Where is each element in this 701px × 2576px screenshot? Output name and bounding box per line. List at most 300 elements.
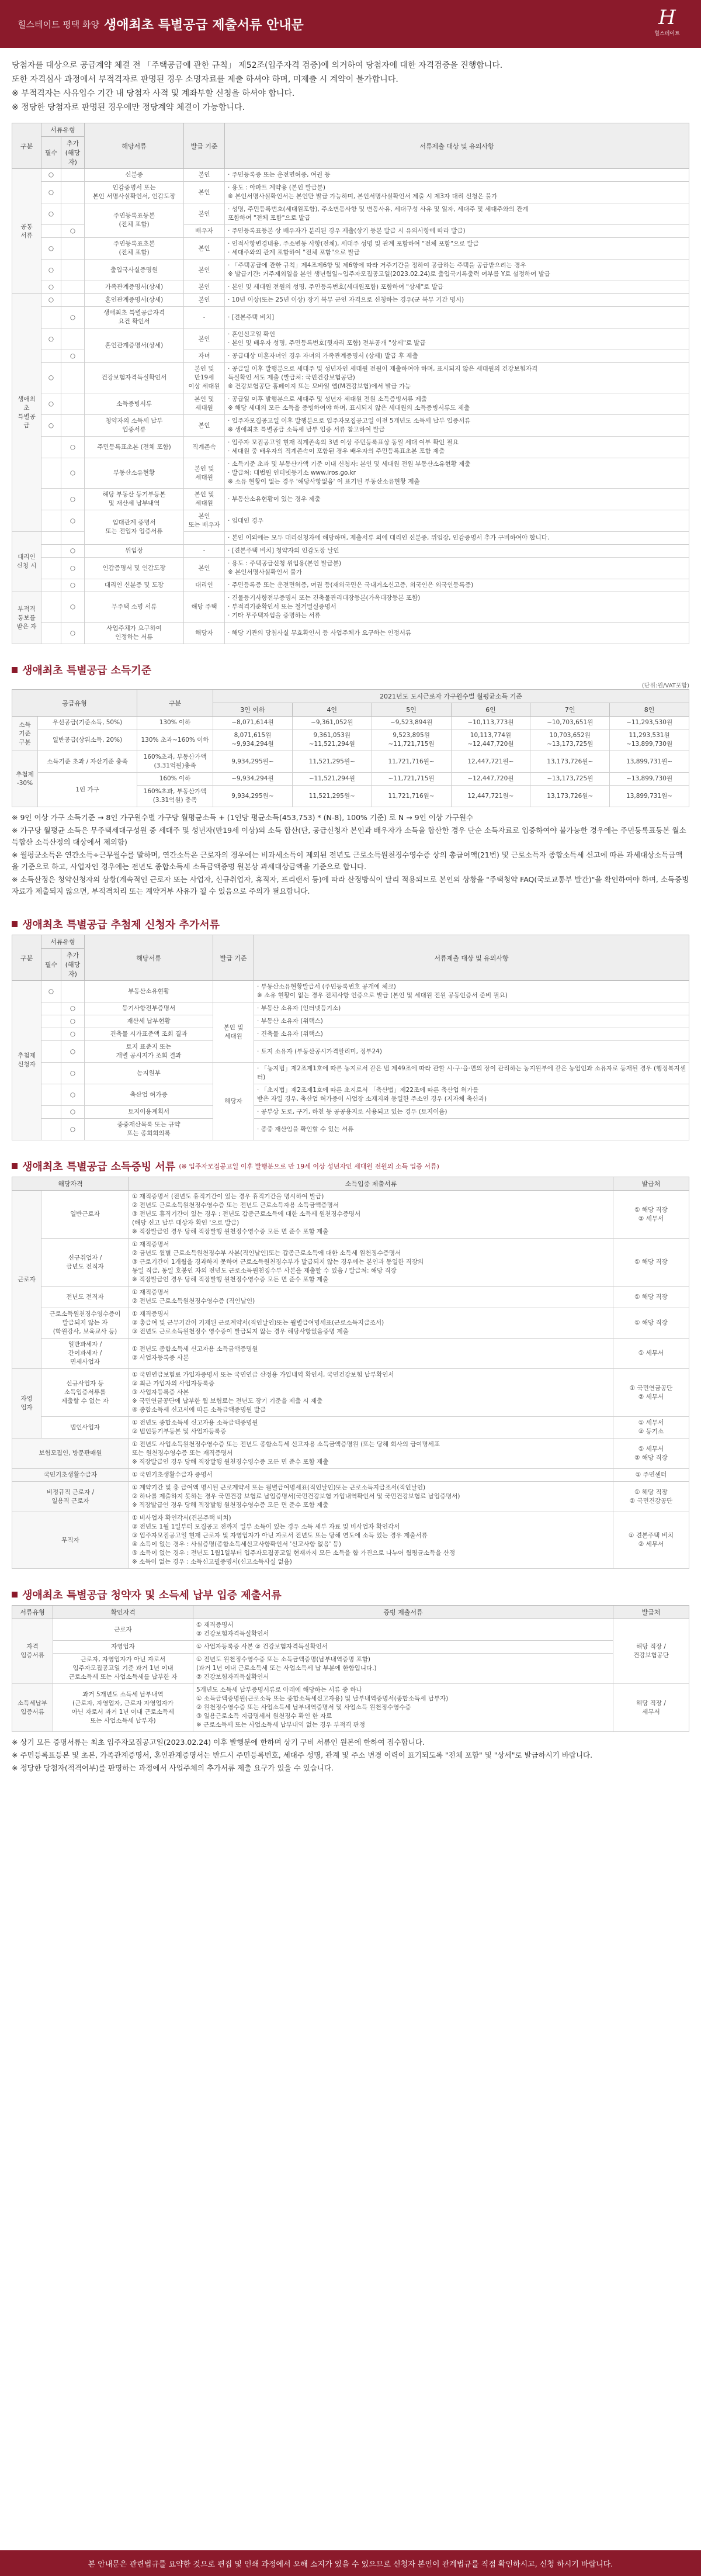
notes: · 용도 : 아파트 계약용 (본인 발급분) ※ 본인서명사실확인서는 본인만 발급 가능하며, 본인서명사실확인서 제출 시 제3자 대리 신청은 불가 xyxy=(225,182,689,203)
issuer: 본인 및 세대원 xyxy=(184,489,225,510)
issuer: ① 해당 직장 ② 세무서 xyxy=(613,1191,689,1239)
qualification: 신규사업자 등 소득입증서류를 제출할 수 없는 자 xyxy=(41,1369,129,1417)
document-name: 주민등록표등본 (전체 포함) xyxy=(85,203,184,238)
income-value: 13,899,731원~ xyxy=(610,751,689,773)
required-mark xyxy=(41,1084,61,1106)
household-size-header: 3인 이하 xyxy=(213,703,293,717)
issuer: 해당 주택 xyxy=(184,592,225,623)
income-value: ~8,071,614원 xyxy=(213,717,293,729)
income-value: 12,447,721원~ xyxy=(451,786,530,807)
extra-mark: ○ xyxy=(61,545,85,558)
notes: · 부동산 소유자 (인터넷등기소) xyxy=(254,1002,689,1015)
table-row xyxy=(12,1002,689,1015)
extra-mark: ○ xyxy=(61,1106,85,1119)
documents: ① 전년도 종합소득세 신고자용 소득금액증명원 ② 법인등기부등본 및 사업자등록증 xyxy=(129,1417,613,1439)
document-name: 주민등록표초본 (전체 포함) xyxy=(85,437,184,458)
income-value: 11,721,716원~ xyxy=(372,786,451,807)
required-mark xyxy=(41,623,61,644)
required-mark: ○ xyxy=(41,238,61,260)
footnote: ※ 월평균소득은 연간소득÷근무월수를 말하며, 연간소득은 근로자의 경우에는 비과세소득이 제외된 전년도 근로소득원천징수영수증 상의 총급여액(21번) 및 근로소득자 종합소득세 신고에 따른 과세대상소득금액을 기준으로 하고, 사업자인 경우에는 전년도 종합소득세 소득금액증명 원본상 과세대상금액을 기준으로 합니다. xyxy=(12,850,683,871)
logo-mark-icon: H xyxy=(658,6,676,29)
document-name: 대리인 신분증 및 도장 xyxy=(85,579,184,592)
table-row xyxy=(12,1417,689,1439)
lottery-documents-table: 구분 서류유형 해당서류 발급 기준 서류제출 대상 및 유의사항 필수 추가 (해당자) 추첨제 신청자 ○ 부동산소유현황 · 부동산소유현황발급서 (주민등록번호 공개에 체크) ※ 소유 현황이 없는 경우 전체사항 인증으로 발급 (본인 및 세대원 전원 공동인증서 준비 필요) ○ 등기사항전부증명서 본인 및 세대원 · 부동산 소유자 (인터넷등기소) ○ 재산세 납부현황 · 부동산 소유자 (위택스) ○ 건축물 시가표준액 조회 결과 · 건축물 소유자 (위택스) ○ 토지 표준지 또는 개별 공시지가 조회 결과 · 토지 소유자 (부동산공시가격알리미, 정부24) ○ 농지원부 해당자 · 「농지법」제2조제1호에 따른 농지로서 같은 법 제49조에 따라 관할 시·구·읍·면의 장이 관리하는 농지원부에 같은 농업인과 소유자로 등재된 경우 (행정복지센터) ○ 축산업 허가증 · 「초지법」제2조제1호에 따른 초지로서 「축산법」제22조에 따른 축산업 허가를 받은 자일 경우, 축산업 허가증이 사업장 소재지와 동일한 주소인 경우 (지자체 축산과) ○ 토지이용계획서 · 공부상 도로, 구거, 하천 등 공공용지로 사용되고 있는 경우 (토지이음) ○ 종중재산목록 또는 규약 또는 종회회의록 · 종중 재산임을 확인할 수 있는 서류 xyxy=(12,935,689,1140)
extra-mark xyxy=(61,329,85,350)
documents: ① 재직증명서 ② 금년도 월별 근로소득원천징수부 사본(직인날인)또는 갑종근로소득에 대한 소득세 원천징수증명서 ③ 근로기간이 1개월을 경과하지 못하여 근로소득원천징수부가 발급되지 않는 경우에는 본인과 동일한 직장의 동일 직급, 동일 호봉인 자의 전년도 근로소득원천징수부 사본을 제출할 수 있음 / 발급처: 해당 직장 ※ 직장발급인 경우 당해 직장발행 원천징수영수증 모든 면 준수 포함 제출 xyxy=(129,1239,613,1287)
page-header xyxy=(0,0,701,48)
documents: ① 재직증명서 ② 전년도 근로소득원천징수영수증 (직인날인) xyxy=(129,1287,613,1308)
income-value: 9,523,895원 ~11,721,715원 xyxy=(372,729,451,751)
extra-mark xyxy=(61,182,85,203)
table-row xyxy=(12,729,689,751)
page-title: 생애최초 특별공급 제출서류 안내문 xyxy=(103,18,304,33)
documents: ① 계약기간 및 총 급여액 명시된 근로계약서 또는 월별급여명세표(직인날인)또는 근로소득지급조서(직인날인) ② 하나를 제출하지 못하는 경우 국민건강 보험료 납입증명서(국민건강보험 가입내역확인서 및 국민건강보험료 납입증명서) ※ 직장발급인 경우 당해 직장발행 원천징수영수증 모든 면 준수 포함 제출 xyxy=(129,1482,613,1512)
page-footer: 본 안내문은 관련법규를 요약한 것으로 편집 및 인쇄 과정에서 오해 소지가 있을 수 있으므로 신청자 본인이 관계법규를 직접 확인하시고, 신청 하시기 바랍니다. xyxy=(0,2550,701,2576)
table-row xyxy=(12,1512,689,1569)
issuer: 본인 및 세대원 xyxy=(213,1002,254,1063)
table-row xyxy=(12,1619,689,1641)
document-name: 사업주체가 요구하여 인정하는 서류 xyxy=(85,623,184,644)
notes: · 입주자모집공고일 이후 발행분으로 입주자모집공고일 이전 5개년도 소득세 납부 입증서류 ※ 생애최초 특별공급 소득세 납부 입증 서류 참고하여 발급 xyxy=(225,415,689,437)
project-name: 힐스테이트 평택 화양 xyxy=(18,19,99,30)
notes: · [견본주택 비치] 청약자의 인감도장 날인 xyxy=(225,545,689,558)
notes: · 임대인 경우 xyxy=(225,510,689,532)
footnote: ※ 상기 모든 증명서류는 최초 입주자모집공고일(2023.02.24) 이후 발행분에 한하며 상기 구비 서류인 원본에 한하여 접수합니다. xyxy=(12,1738,425,1747)
household-size-header: 4인 xyxy=(292,703,372,717)
group-cell: 부적격 통보를 받은 자 xyxy=(12,592,41,644)
document-name: 생애최초 특별공급자격 요건 확인서 xyxy=(85,307,184,329)
required-mark xyxy=(41,225,61,238)
notes: · 주민등록증 또는 운전면허증, 여권 등 xyxy=(225,169,689,182)
notes: · 공부상 도로, 구거, 하천 등 공공용지로 사용되고 있는 경우 (토지이음) xyxy=(254,1106,689,1119)
group-cell: 대리인 신청 시 xyxy=(12,532,41,592)
required-mark xyxy=(41,1015,61,1028)
notes: · 건축물 소유자 (위택스) xyxy=(254,1028,689,1041)
notes: · 종중 재산임을 확인할 수 있는 서류 xyxy=(254,1119,689,1140)
required-mark xyxy=(41,558,61,579)
qualification: 법인사업자 xyxy=(41,1417,129,1439)
documents: ① 전년도 종합소득세 신고자용 소득금액증명원 ② 사업자등록증 사본 xyxy=(129,1339,613,1369)
documents: ① 사업자등록증 사본 ② 건강보험자격득실확인서 xyxy=(193,1641,613,1654)
issuer: 해당 직장 / 건강보험공단 xyxy=(613,1619,689,1684)
notes: · 본인 이외에는 모두 대리신청자에 해당하며, 제출서류 외에 대리인 신분증, 위임장, 인감증명서 추가 구비하여야 합니다. xyxy=(225,532,689,545)
income-value: 11,721,716원~ xyxy=(372,751,451,773)
extra-mark xyxy=(61,294,85,307)
income-value: ~9,934,294원 xyxy=(213,773,293,786)
extra-mark xyxy=(61,238,85,260)
document-name: 주민등록표초본 (전체 포함) xyxy=(85,238,184,260)
income-value: ~10,703,651원 xyxy=(530,717,610,729)
issuer: ① 해당 직장 xyxy=(613,1308,689,1339)
notes: · 공급일 이후 발행분으로 세대주 및 성년자 세대원 전원 소득증빙서류 제출 ※ 해당 세대의 모든 소득을 증빙하여야 하며, 표시되지 않은 세대원의 소득증빙서류도 제출 xyxy=(225,393,689,415)
documents: ① 국민기초생활수급자 증명서 xyxy=(129,1469,613,1482)
issuer: ① 해당 직장 xyxy=(613,1287,689,1308)
qualification: 전년도 전직자 xyxy=(41,1287,129,1308)
income-value: ~9,523,894원 xyxy=(372,717,451,729)
income-value: 10,703,652원 ~13,173,725원 xyxy=(530,729,610,751)
required-mark xyxy=(41,1063,61,1084)
issuer: ① 주민센터 xyxy=(613,1469,689,1482)
table-row xyxy=(12,1028,689,1041)
document-name: 축산업 허가증 xyxy=(85,1084,213,1106)
extra-mark: ○ xyxy=(61,579,85,592)
table-row xyxy=(12,437,689,458)
table-row xyxy=(12,545,689,558)
required-mark xyxy=(41,307,61,329)
criteria: 160%초과, 부동산가액 (3.31억원)충족 xyxy=(137,751,213,773)
income-value: 12,447,721원~ xyxy=(451,751,530,773)
document-name: 혼인관계증명서(상세) xyxy=(85,294,184,307)
document-name: 신분증 xyxy=(85,169,184,182)
extra-mark: ○ xyxy=(61,225,85,238)
notes: · 인적사항변경내용, 주소변동 사항(전체), 세대주 성명 및 관계 포함하여 "전체 포함"으로 발급 · 세대주와의 관계 포함하여 "전체 포함"으로 발급 xyxy=(225,238,689,260)
table-row xyxy=(12,182,689,203)
extra-mark: ○ xyxy=(61,1015,85,1028)
documents: 5개년도 소득세 납부증명서류로 아래에 해당하는 서류 중 하나 ① 소득금액증명원(근로소득 또는 종합소득세신고자용) 및 납부내역증명서(종합소득세 납부자) ② 원천징수영수증 또는 사업소득세 납부내역증명서 및 사업소득 원천징수영수증 ③ 일용근로소득 지급명세서 원천징수 확인 한 자료 ※ 근로소득세 또는 사업소득세 납부내역 없는 경우 부적격 판정 xyxy=(193,1684,613,1732)
extra-mark: ○ xyxy=(61,350,85,363)
issuer: ① 해당 직장 ② 국민건강공단 xyxy=(613,1482,689,1512)
notes: · 혼인신고일 확인 · 본인 및 배우자 성명, 주민등록번호(뒷자리 포함) 전부공개 "상세"로 발급 xyxy=(225,329,689,350)
document-name: 임대관계 증명서 또는 전입자 입증서류 xyxy=(85,510,184,545)
required-mark xyxy=(41,437,61,458)
qualification: 일반과세자 / 간이과세자 / 면세사업자 xyxy=(41,1339,129,1369)
required-mark xyxy=(41,1002,61,1015)
document-name: 청약자의 소득세 납부 입증서류 xyxy=(85,415,184,437)
required-mark: ○ xyxy=(41,363,61,393)
extra-mark: ○ xyxy=(61,1041,85,1063)
document-name: 재산세 납부현황 xyxy=(85,1015,213,1028)
issuer xyxy=(184,532,225,545)
extra-mark: ○ xyxy=(61,623,85,644)
group-cell: 생애최초 특별공급 xyxy=(12,294,41,532)
group-cell: 추첨제 -30% xyxy=(12,751,38,807)
extra-mark: ○ xyxy=(61,558,85,579)
notes: · [견본주택 비치] xyxy=(225,307,689,329)
required-mark xyxy=(41,510,61,532)
household-size-header: 7인 xyxy=(530,703,610,717)
required-mark: ○ xyxy=(41,393,61,415)
extra-mark: ○ xyxy=(61,1002,85,1015)
document-name: 위임장 xyxy=(85,545,184,558)
required-mark xyxy=(41,579,61,592)
table-row xyxy=(12,1015,689,1028)
required-mark: ○ xyxy=(41,329,61,350)
extra-mark xyxy=(61,169,85,182)
income-docs-title: 생애최초 특별공급 소득증빙 서류 (※ 입주자모집공고일 이후 발행분으로 만 19세 이상 성년자인 세대원 전원의 소득 입증 서류) xyxy=(0,1156,701,1177)
income-value: 9,361,053원 ~11,521,294원 xyxy=(292,729,372,751)
table-row xyxy=(12,1654,689,1684)
qualification: 보험모집인, 방문판매원 xyxy=(12,1439,129,1469)
table-row xyxy=(12,1339,689,1369)
issuer: 대리인 xyxy=(184,579,225,592)
income-value: 13,899,731원~ xyxy=(610,786,689,807)
notes: · 공급대상 미혼자녀인 경우 자녀의 가족관계증명서 (상세) 발급 후 제출 xyxy=(225,350,689,363)
extra-mark xyxy=(61,981,85,1002)
income-docs-table: 해당자격 소득입증 제출서류 발급처 근로자 일반근로자 ① 재직증명서 (전년도 휴직기간이 있는 경우 휴직기간을 명시하여 발급) ② 전년도 근로소득원천징수영수증 또는 전년도 근로소득자용 소득금액증명서 ③ 전년도 휴직기간이 있는 경우 : 전년도 갑종근로소득에 대한 소득세 원천징수증명서 (해당 신고 납부 대상자 확인 '으로 발급) ※ 직장발급인 경우 당해 직장발행 원천징수영수증 모든 면 준수 포함 제출 ① 해당 직장 ② 세무서 신규취업자 / 금년도 전직자 ① 재직증명서 ② 금년도 월별 근로소득원천징수부 사본(직인날인)또는 갑종근로소득에 대한 소득세 원천징수증명서 ③ 근로기간이 1개월을 경과하지 못하여 근로소득원천징수부가 발급되지 않는 경우에는 본인과 동일한 직장의 동일 직급, 동일 호봉인 자의 전년도 근로소득원천징수부 사본을 제출할 수 있음 / 발급처: 해당 직장 ※ 직장발급인 경우 당해 직장발행 원천징수영수증 모든 면 준수 포함 제출 ① 해당 직장 전년도 전직자 ① 재직증명서 ② 전년도 근로소득원천징수영수증 (직인날인) ① 해당 직장 근로소득원천징수영수증이 발급되지 않는 자 (학원강사, 보육교사 등) ① 재직증명서 ② 총급여 및 근무기간이 기재된 근로계약서(직인날인)또는 월별급여명세표(근로소득지급조서) ③ 전년도 근로소득원천징수 영수증이 발급되지 않는 경우 해당사항없음증명 제출 ① 해당 직장 일반과세자 / 간이과세자 / 면세사업자 ① 전년도 종합소득세 신고자용 소득금액증명원 ② 사업자등록증 사본 ① 세무서 자영 업자 신규사업자 등 소득입증서류를 제출할 수 없는 자 ① 국민연금보험료 가입자증명서 또는 국민연금 산정용 가입내역 확인서, 국민건강보험 납부확인서 ② 최근 가입자의 사업자등록증 ③ 사업자등록증 사본 ※ 국민연금공단에 납부한 월 보험료는 전년도 장기 기준을 제출 시 제출 ④ 종합소득세 신고서에 따른 소득금액증명원 발급 ① 국민연금공단 ② 세무서 법인사업자 ① 전년도 종합소득세 신고자용 소득금액증명원 ② 법인등기부등본 및 사업자등록증 ① 세무서 ② 등기소 보험모집인, 방문판매원 ① 전년도 사업소득원천징수영수증 또는 전년도 종합소득세 신고자용 소득금액증명원 (또는 당해 회사의 급여명세표 또는 원천징수영수증 또는 재직증명서 ※ 직장발급인 경우 당해 직장발행 원천징수영수증 모든 면 준수 포함 제출 ① 세무서 ② 해당 직장 국민기초생활수급자 ① 국민기초생활수급자 증명서 ① 주민센터 비정규직 근로자 / 일용직 근로자 ① 계약기간 및 총 급여액 명시된 근로계약서 또는 월별급여명세표(직인날인)또는 근로소득지급조서(직인날인) ② 하나를 제출하지 못하는 경우 국민건강 보험료 납입증명서(국민건강보험 가입내역확인서 및 국민건강보험료 납입증명서) ※ 직장발급인 경우 당해 직장발행 원천징수영수증 모든 면 준수 포함 제출 ① 해당 직장 ② 국민건강공단 무직자 ① 비사업자 확인각서(견본주택 비치) ② 전년도 1월 1일부터 모집공고 전까지 일부 소득이 있는 경우 소득 세부 자료 및 비사업자 확인각서 ③ 입주자모집공고일 현재 근로자 및 자영업자가 아닌 자로서 전년도 또는 당해 연도에 소득 있는 경우 제출서류 ④ 소득이 없는 경우 : 사실증명(종합소득세신고사항확인서 '신고사항 없음' 등) ⑤ 소득이 없는 경우 : 전년도 1월1일부터 입주자모집공고일 현재까지 모든 소득을 합 가진으로 나누어 월평균소득을 산정 ※ 소득이 없는 경우 : 소득신고필증명서(신고소득사실 없음) ① 견본주택 비치 ② 세무서 xyxy=(12,1177,689,1569)
document-name: 토지 표준지 또는 개별 공시지가 조회 결과 xyxy=(85,1041,213,1063)
table-row xyxy=(12,1239,689,1287)
tax-docs-title: 생애최초 특별공급 청약자 및 소득세 납부 입증 제출서류 xyxy=(0,1584,701,1605)
issuer: 본인 및 만19세 이상 세대원 xyxy=(184,363,225,393)
intro-text: 당첨자를 대상으로 공급계약 체결 전 「주택공급에 관한 규칙」 제52조(입주자격 검증)에 의거하여 당첨자에 대한 자격검증을 진행합니다. 또한 자격심사 과정에서 부적격자로 판명된 경우 소명자료를 제출 하셔야 하며, 미제출 시 계약이 불가합니다. ※ 부적격자는 사유입수 기간 내 당첨자 사적 및 계좌부할 신청을 하셔야 합니다. ※ 정당한 당첨자로 판명된 경우에만 정당계약 체결이 가능합니다. xyxy=(12,61,503,112)
group-cell: 자영 업자 xyxy=(12,1369,41,1439)
extra-mark xyxy=(61,281,85,294)
table-row xyxy=(12,1308,689,1339)
criteria: 130% 초과~160% 이하 xyxy=(137,729,213,751)
required-mark: ○ xyxy=(41,281,61,294)
required-mark: ○ xyxy=(41,203,61,225)
document-name: 부동산소유현황 xyxy=(85,458,184,489)
table-row xyxy=(12,592,689,623)
issuer: 본인 xyxy=(184,203,225,225)
supply-type: 우선공급(기준소득, 50%) xyxy=(38,717,137,729)
income-value: 13,173,726원~ xyxy=(530,751,610,773)
extra-mark xyxy=(61,363,85,393)
group-cell: 소득 기준 구분 xyxy=(12,717,38,751)
issuer xyxy=(213,981,254,1002)
qualification: 일반근로자 xyxy=(41,1191,129,1239)
documents: ① 국민연금보험료 가입자증명서 또는 국민연금 산정용 가입내역 확인서, 국민건강보험 납부확인서 ② 최근 가입자의 사업자등록증 ③ 사업자등록증 사본 ※ 국민연금공단에 납부한 월 보험료는 전년도 장기 기준을 제출 시 제출 ④ 종합소득세 신고서에 따른 소득금액증명원 발급 xyxy=(129,1369,613,1417)
notes: · 해당 기관의 당첨사실 무효확인서 등 사업주체가 요구하는 인정서류 xyxy=(225,623,689,644)
document-name: 소득증빙서류 xyxy=(85,393,184,415)
issuer: 본인 및 세대원 xyxy=(184,393,225,415)
required-mark xyxy=(41,1041,61,1063)
extra-mark: ○ xyxy=(61,1063,85,1084)
table-row xyxy=(12,579,689,592)
table-row xyxy=(12,393,689,415)
issuer: 해당자 xyxy=(184,623,225,644)
issuer: 본인 xyxy=(184,281,225,294)
required-mark xyxy=(41,1028,61,1041)
qualification: 국민기초생활수급자 xyxy=(12,1469,129,1482)
extra-mark xyxy=(61,532,85,545)
notes: · 「주택공급에 관한 규칙」제4조제6항 및 제6항에 따라 거주기간을 정하여 공급하는 주택을 공급받으려는 경우 ※ 발급기간: 거주제외일을 본인 생년월일~입주자모집공고일(2023.02.24)로 출입국기록출력 여부를 Y로 설정하여 발급 xyxy=(225,260,689,281)
document-name: 출입국사실증명원 xyxy=(85,260,184,281)
income-standard-title: 생애최초 특별공급 소득기준 xyxy=(0,659,701,680)
document-name: 토지이용계획서 xyxy=(85,1106,213,1119)
issuer: ① 국민연금공단 ② 세무서 xyxy=(613,1369,689,1417)
group-cell: 근로자 xyxy=(12,1191,41,1369)
notes: · 건물등기사항전부증명서 또는 건축물관리대장등본(가옥대장등본 포함) · 부적격기준확인서 또는 철거멸실증명서 · 기타 무주택자임을 증명하는 서류 xyxy=(225,592,689,623)
supply-type: 소득기준 초과 / 자산기준 충족 xyxy=(38,751,137,773)
footnote: ※ 9인 이상 가구 소득기준 → 8인 가구원수별 가구당 월평균소득 + (1인당 평균소득(453,753) * (N-8), 100% 기준) 로 N → 9인 이상 가구원수 xyxy=(12,813,474,822)
extra-mark: ○ xyxy=(61,1084,85,1106)
document-name: 인감증명서 또는 본인 서명사실확인서, 인감도장 xyxy=(85,182,184,203)
issuer: 본인 xyxy=(184,415,225,437)
extra-mark: ○ xyxy=(61,510,85,532)
required-mark xyxy=(41,350,61,363)
notes: · 주민등록표등본 상 배우자가 분리된 경우 제출(상기 등본 발급 시 유의사항에 따라 발급) xyxy=(225,225,689,238)
income-standard-table: 공급유형 구분 2021년도 도시근로자 가구원수별 월평균소득 기준 3인 이하 4인 5인 6인 7인 8인 소득 기준 구분 우선공급(기준소득, 50%) 130% 이하 ~8,071,614원 ~9,361,052원 ~9,523,894원 ~10,113,773원 ~10,703,651원 ~11,293,530원 일반공급(상위소득, 20%) 130% 초과~160% 이하 8,071,615원 ~9,934,294원 9,361,053원 ~11,521,294원 9,523,895원 ~11,721,715원 10,113,774원 ~12,447,720원 10,703,652원 ~13,173,725원 11,293,531원 ~13,899,730원 추첨제 -30% 소득기준 초과 / 자산기준 충족 160%초과, 부동산가액 (3.31억원)충족 9,934,295원~ 11,521,295원~ 11,721,716원~ 12,447,721원~ 13,173,726원~ 13,899,731원~ 1인 가구 160% 이하 ~9,934,294원 ~11,521,294원 ~11,721,715원 ~12,447,720원 ~13,173,725원 ~13,899,730원 160%초과, 부동산가액 (3.31억원) 충족 9,934,295원~ 11,521,295원~ 11,721,716원~ 12,447,721원~ 13,173,726원~ 13,899,731원~ xyxy=(12,689,689,807)
document-name: 가족관계증명서(상세) xyxy=(85,281,184,294)
required-mark xyxy=(41,489,61,510)
group-cell: 소득세납부 입증서류 xyxy=(12,1684,53,1732)
required-mark: ○ xyxy=(41,169,61,182)
household-size-header: 5인 xyxy=(372,703,451,717)
table-row xyxy=(12,1684,689,1732)
extra-mark: ○ xyxy=(61,437,85,458)
required-mark: ○ xyxy=(41,294,61,307)
table-row xyxy=(12,1287,689,1308)
document-name: 등기사항전부증명서 xyxy=(85,1002,213,1015)
notes: · 부동산소유현황이 있는 경우 제출 xyxy=(225,489,689,510)
issuer: ① 견본주택 비치 ② 세무서 xyxy=(613,1512,689,1569)
table-row xyxy=(12,169,689,182)
notes: · 공급일 이후 발행분으로 세대주 및 성년자인 세대원 전원이 제출하여야 하며, 표시되지 않은 세대원의 건강보험자격 득실확인 서도 제출 (발급처: 국민건강보험공단) ※ 건강보험공단 홈페이지 또는 모바일 앱(M건강보험)에서 발급 가능 xyxy=(225,363,689,393)
criteria: 160%초과, 부동산가액 (3.31억원) 충족 xyxy=(137,786,213,807)
income-value: 9,934,295원~ xyxy=(213,751,293,773)
group-cell: 추첨제 신청자 xyxy=(12,981,41,1140)
footnote: ※ 정당한 당첨자(적격여부)를 판명하는 과정에서 사업주체의 추가서류 제출 요구가 있을 수 있습니다. xyxy=(12,1764,334,1772)
tax-notes xyxy=(0,1732,701,1779)
footnote: ※ 주민등록표등본 및 초본, 가족관계증명서, 혼인관계증명서는 반드시 주민등록번호, 세대주 성명, 관계 및 주소 변경 이력이 표기되도록 "전체 포함" 및 "상세"로 발급하시기 바랍니다. xyxy=(12,1751,593,1759)
document-name: 무주택 소명 서류 xyxy=(85,592,184,623)
required-mark: ○ xyxy=(41,182,61,203)
group-cell: 자격 입증서류 xyxy=(12,1619,53,1684)
income-notes xyxy=(0,807,701,902)
required-mark xyxy=(41,1119,61,1140)
notes: · 입주자 모집공고일 현재 직계존속의 3년 이상 주민등록표상 동일 세대 여부 확인 필요 · 세대원 중 배우자의 직계존속이 포함된 경우 배우자의 주민등록표초본 포함 제출 xyxy=(225,437,689,458)
income-value: 8,071,615원 ~9,934,294원 xyxy=(213,729,293,751)
table-row xyxy=(12,307,689,329)
table-row xyxy=(12,294,689,307)
income-value: ~11,293,530원 xyxy=(610,717,689,729)
documents: ① 전년도 원천징수영수증 또는 소득금액증명(납부내역증명 포함) (과거 1년 이내 근로소득세 또는 사업소득세 납 부분에 한함입니다.) ② 건강보험자격득실확인서 xyxy=(193,1654,613,1684)
qualification: 근로자 xyxy=(53,1619,193,1641)
group-cell: 공통 서류 xyxy=(12,169,41,294)
qualification: 무직자 xyxy=(12,1512,129,1569)
supply-type: 일반공급(상위소득, 20%) xyxy=(38,729,137,751)
notes: · 부동산 소유자 (위택스) xyxy=(254,1015,689,1028)
required-mark xyxy=(41,1106,61,1119)
extra-mark xyxy=(61,415,85,437)
table-row xyxy=(12,773,689,786)
table-row xyxy=(12,238,689,260)
notes: · 「초지법」제2조제1호에 따른 초지로서 「축산법」제22조에 따른 축산업 허가를 받은 자일 경우, 축산업 허가증이 사업장 소재지와 동일한 주소인 경우 (지자체 축산과) xyxy=(254,1084,689,1106)
table-row xyxy=(12,981,689,1002)
issuer: ① 세무서 ② 해당 직장 xyxy=(613,1439,689,1469)
required-mark: ○ xyxy=(41,260,61,281)
issuer: 본인 xyxy=(184,182,225,203)
income-value: 13,173,726원~ xyxy=(530,786,610,807)
household-size-header: 8인 xyxy=(610,703,689,717)
document-name: 농지원부 xyxy=(85,1063,213,1084)
document-name: 건축물 시가표준액 조회 결과 xyxy=(85,1028,213,1041)
notes: · 10년 이상(또는 25년 이상) 장기 복무 군인 자격으로 신청하는 경우(군 복무 기간 명시) xyxy=(225,294,689,307)
issuer: 본인 xyxy=(184,260,225,281)
issuer: 해당자 xyxy=(213,1063,254,1140)
income-value: ~12,447,720원 xyxy=(451,773,530,786)
issuer: 본인 xyxy=(184,329,225,350)
notes: · 용도 : 주택공급신청 위임용(본인 발급분) ※ 본인서명사실확인서 불가 xyxy=(225,558,689,579)
documents: ① 재직증명서 ② 건강보험자격득실확인서 xyxy=(193,1619,613,1641)
notes: · 토지 소유자 (부동산공시가격알리미, 정부24) xyxy=(254,1041,689,1063)
issuer: 직계존속 xyxy=(184,437,225,458)
required-mark: ○ xyxy=(41,981,61,1002)
qualification: 근로소득원천징수영수증이 발급되지 않는 자 (학원강사, 보육교사 등) xyxy=(41,1308,129,1339)
table-row xyxy=(12,458,689,489)
table-row xyxy=(12,1084,689,1106)
table-row xyxy=(12,1469,689,1482)
table-row xyxy=(12,329,689,350)
income-value: ~13,173,725원 xyxy=(530,773,610,786)
issuer: 본인 및 세대원 xyxy=(184,458,225,489)
issuer: 본인 xyxy=(184,169,225,182)
extra-mark xyxy=(61,203,85,225)
household-size-header: 6인 xyxy=(451,703,530,717)
extra-mark: ○ xyxy=(61,458,85,489)
issuer: 본인 또는 배우자 xyxy=(184,510,225,532)
notes: · 「농지법」제2조제1호에 따른 농지로서 같은 법 제49조에 따라 관할 시·구·읍·면의 장이 관리하는 농지원부에 같은 농업인과 소유자로 등재된 경우 (행정복지센터) xyxy=(254,1063,689,1084)
income-value: 10,113,774원 ~12,447,720원 xyxy=(451,729,530,751)
issuer: ① 세무서 xyxy=(613,1339,689,1369)
income-value: ~13,899,730원 xyxy=(610,773,689,786)
table-row xyxy=(12,203,689,225)
notes: · 소득기준 초과 및 부동산가액 기준 이내 신청자: 본인 및 세대원 전원 부동산소유현황 제출 · 발급처: 대법원 인터넷등기소 www.iros.go.kr ※ 소유 현황이 없는 경우 '해당사항없음' 이 표기된 부동산소유현황 제출 xyxy=(225,458,689,489)
issuer: 배우자 xyxy=(184,225,225,238)
table-row xyxy=(12,510,689,532)
document-name: 부동산소유현황 xyxy=(85,981,213,1002)
issuer: - xyxy=(184,307,225,329)
extra-mark: ○ xyxy=(61,307,85,329)
notes: · 부동산소유현황발급서 (주민등록번호 공개에 체크) ※ 소유 현황이 없는 경우 전체사항 인증으로 발급 (본인 및 세대원 전원 공동인증서 준비 필요) xyxy=(254,981,689,1002)
qualification: 자영업자 xyxy=(53,1641,193,1654)
supply-type: 1인 가구 xyxy=(38,773,137,807)
table-row xyxy=(12,415,689,437)
income-value: ~11,521,294원 xyxy=(292,773,372,786)
extra-mark xyxy=(61,393,85,415)
qualification: 신규취업자 / 금년도 전직자 xyxy=(41,1239,129,1287)
brand-logo: H 힐스테이트 xyxy=(650,6,685,41)
qualification: 근로자, 자영업자가 아닌 자로서 입주자모집공고일 기준 과거 1년 이내 근로소득세 또는 사업소득세를 납부한 자 xyxy=(53,1654,193,1684)
document-name: 인감증명서 및 인감도장 xyxy=(85,558,184,579)
document-name: 종중재산목록 또는 규약 또는 종회회의록 xyxy=(85,1119,213,1140)
table-row xyxy=(12,1439,689,1469)
table-row xyxy=(12,717,689,729)
required-mark: ○ xyxy=(41,415,61,437)
issuer: 본인 xyxy=(184,294,225,307)
document-name: 해당 부동산 등기부등본 및 재산세 납부내역 xyxy=(85,489,184,510)
document-name: 혼인관계증명서(상세) xyxy=(85,329,184,363)
footnote: ※ 가구당 월평균 소득은 무주택세대구성원 중 세대주 및 성년자(만19세 이상)의 소득 합산(단, 공급신청자 본인과 배우자가 소득을 합산한 경우 단순 소득자료로 입증하여야 불가능한 경우에는 주민등록표등본 월소득합산 소득산정의 대상에서 제외함) xyxy=(12,826,686,846)
footnote: ※ 소득산정은 청약신청자의 상황(계속적인 근로자 또는 사업자, 신규취업자, 휴직자, 프리랜서 등)에 따라 산정방식이 달리 적용되므로 본인의 상황을 "주택청약 FAQ(국토교통부 발간)"을 확인하여야 하며, 소득증빙자료가 제출되지 않으면, 부적격처리 또는 계약거부 사유가 될 수 있음으로 주의가 필요합니다. xyxy=(12,875,689,895)
required-mark xyxy=(41,532,61,545)
documents: ① 전년도 사업소득원천징수영수증 또는 전년도 종합소득세 신고자용 소득금액증명원 (또는 당해 회사의 급여명세표 또는 원천징수영수증 또는 재직증명서 ※ 직장발급인 경우 당해 직장발행 원천징수영수증 모든 면 준수 포함 제출 xyxy=(129,1439,613,1469)
criteria: 130% 이하 xyxy=(137,717,213,729)
required-mark xyxy=(41,458,61,489)
issuer: 자녀 xyxy=(184,350,225,363)
notes: · 성명, 주민등록번호(세대원포함), 주소변동사항 및 변동사유, 세대구성 사유 및 일자, 세대주 및 세대주와의 관계 포함하여 "전체 포함"으로 발급 xyxy=(225,203,689,225)
lottery-title: 생애최초 특별공급 추첨제 신청자 추가서류 xyxy=(0,914,701,935)
tax-docs-table: 서류유형 확인자격 증빙 제출서류 발급처 자격 입증서류 근로자 ① 재직증명서 ② 건강보험자격득실확인서 해당 직장 / 건강보험공단 자영업자 ① 사업자등록증 사본 ② 건강보험자격득실확인서 근로자, 자영업자가 아닌 자로서 입주자모집공고일 기준 과거 1년 이내 근로소득세 또는 사업소득세를 납부한 자 ① 전년도 원천징수영수증 또는 소득금액증명(납부내역증명 포함) (과거 1년 이내 근로소득세 또는 사업소득세 납 부분에 한함입니다.) ② 건강보험자격득실확인서 소득세납부 입증서류 과거 5개년도 소득세 납부내역 (근로자, 자영업자, 근로자 자영업자가 아닌 자로서 과거 1년 이내 근로소득세 또는 사업소득세 납부자) 5개년도 소득세 납부증명서류로 아래에 해당하는 서류 중 하나 ① 소득금액증명원(근로소득 또는 종합소득세신고자용) 및 납부내역증명서(종합소득세 납부자) ② 원천징수영수증 또는 사업소득세 납부내역증명서 및 사업소득 원천징수영수증 ③ 일용근로소득 지급명세서 원천징수 확인 한 자료 ※ 근로소득세 또는 사업소득세 납부내역 없는 경우 부적격 판정 해당 직장 / 세무서 xyxy=(12,1605,689,1732)
income-value: ~9,361,052원 xyxy=(292,717,372,729)
criteria: 160% 이하 xyxy=(137,773,213,786)
table-row xyxy=(12,1191,689,1239)
table-row xyxy=(12,363,689,393)
documents: ① 비사업자 확인각서(견본주택 비치) ② 전년도 1월 1일부터 모집공고 전까지 일부 소득이 있는 경우 소득 세부 자료 및 비사업자 확인각서 ③ 입주자모집공고일 현재 근로자 및 자영업자가 아닌 자로서 전년도 또는 당해 연도에 소득 있는 경우 제출서류 ④ 소득이 없는 경우 : 사실증명(종합소득세신고사항확인서 '신고사항 없음' 등) ⑤ 소득이 없는 경우 : 전년도 1월1일부터 입주자모집공고일 현재까지 모든 소득을 합 가진으로 나누어 월평균소득을 산정 ※ 소득이 없는 경우 : 소득신고필증명서(신고소득사실 없음) xyxy=(129,1512,613,1569)
required-mark xyxy=(41,545,61,558)
extra-mark xyxy=(61,260,85,281)
required-mark xyxy=(41,592,61,623)
table-row xyxy=(12,489,689,510)
table-row xyxy=(12,1041,689,1063)
issuer: - xyxy=(184,545,225,558)
income-value: 11,293,531원 ~13,899,730원 xyxy=(610,729,689,751)
notes: · 본인 및 세대원 전원의 성명, 주민등록번호(세대원포함) 포함하여 "상세"로 발급 xyxy=(225,281,689,294)
issuer: 해당 직장 / 세무서 xyxy=(613,1684,689,1732)
documents: ① 재직증명서 (전년도 휴직기간이 있는 경우 휴직기간을 명시하여 발급) ② 전년도 근로소득원천징수영수증 또는 전년도 근로소득자용 소득금액증명서 ③ 전년도 휴직기간이 있는 경우 : 전년도 갑종근로소득에 대한 소득세 원천징수증명서 (해당 신고 납부 대상자 확인 '으로 발급) ※ 직장발급인 경우 당해 직장발행 원천징수영수증 모든 면 준수 포함 제출 xyxy=(129,1191,613,1239)
income-value: 11,521,295원~ xyxy=(292,751,372,773)
